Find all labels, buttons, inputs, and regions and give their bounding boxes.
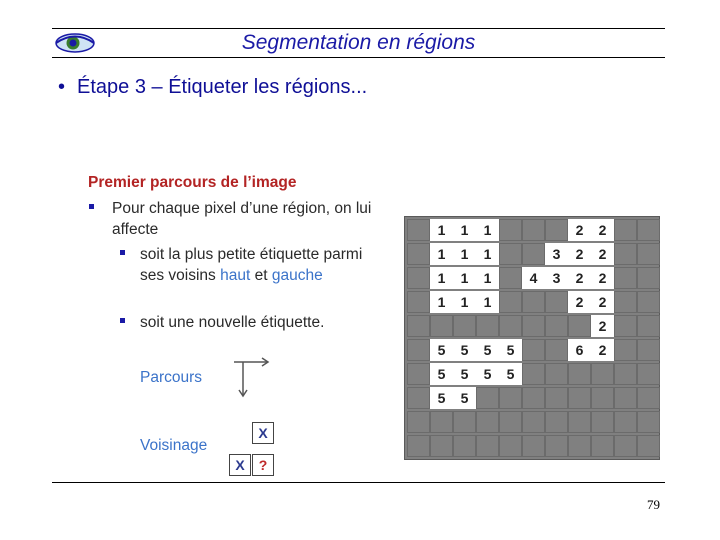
grid-cell — [499, 315, 522, 337]
grid-cell: 2 — [591, 339, 614, 361]
grid-cell — [614, 267, 637, 289]
grid-cell — [614, 339, 637, 361]
rule-subitem-new-label: soit une nouvelle étiquette. — [140, 314, 325, 331]
grid-cell: 3 — [545, 243, 568, 265]
grid-cell — [637, 387, 660, 409]
rule-item: Pour chaque pixel d’une région, on lui affecte — [112, 200, 372, 238]
grid-cell — [591, 411, 614, 433]
grid-cell — [637, 291, 660, 313]
title-rule — [52, 57, 665, 58]
grid-cell — [614, 219, 637, 241]
grid-cell: 1 — [453, 219, 476, 241]
grid-cell — [522, 411, 545, 433]
grid-cell — [453, 315, 476, 337]
grid-cell — [407, 363, 430, 385]
grid-cell: 1 — [453, 243, 476, 265]
grid-cell: 5 — [476, 363, 499, 385]
grid-cell: 2 — [568, 291, 591, 313]
grid-cell — [637, 243, 660, 265]
grid-cell — [545, 435, 568, 457]
grid-cell — [476, 411, 499, 433]
grid-cell — [522, 291, 545, 313]
grid-cell — [499, 291, 522, 313]
grid-cell — [568, 411, 591, 433]
grid-cell — [430, 411, 453, 433]
grid-cell — [499, 219, 522, 241]
square-bullet — [120, 318, 125, 323]
grid-cell: 1 — [476, 243, 499, 265]
grid-cell — [637, 219, 660, 241]
gauche-word: gauche — [271, 267, 323, 284]
grid-cell: 2 — [568, 219, 591, 241]
grid-cell: 5 — [453, 363, 476, 385]
grid-cell: 2 — [591, 219, 614, 241]
grid-cell — [430, 435, 453, 457]
grid-cell — [522, 387, 545, 409]
grid-cell — [453, 411, 476, 433]
grid-cell — [522, 219, 545, 241]
grid-cell — [545, 315, 568, 337]
grid-cell — [614, 435, 637, 457]
grid-cell — [545, 387, 568, 409]
grid-cell: 5 — [499, 363, 522, 385]
square-bullet — [120, 250, 125, 255]
slide-title: Segmentation en régions — [241, 31, 476, 54]
grid-cell — [499, 243, 522, 265]
grid-cell — [637, 435, 660, 457]
panel-heading: Premier parcours de l’image — [88, 174, 297, 191]
grid-cell: 5 — [430, 339, 453, 361]
grid-cell: 2 — [591, 291, 614, 313]
grid-cell — [545, 291, 568, 313]
grid-cell — [591, 387, 614, 409]
grid-cell — [545, 339, 568, 361]
grid-cell — [614, 411, 637, 433]
grid-cell — [499, 387, 522, 409]
grid-cell: 5 — [430, 363, 453, 385]
grid-cell — [499, 267, 522, 289]
grid-cell — [637, 339, 660, 361]
subitem-text: soit la plus petite étiquette parmi ses voisins — [140, 246, 363, 284]
grid-cell: 4 — [522, 267, 545, 289]
grid-cell — [522, 315, 545, 337]
grid-cell: 2 — [591, 315, 614, 337]
grid-cell — [568, 363, 591, 385]
grid-cell: 5 — [453, 387, 476, 409]
current-pixel-cell: ? — [252, 454, 274, 476]
grid-cell: 1 — [476, 267, 499, 289]
bottom-rule — [52, 482, 665, 483]
grid-cell — [407, 291, 430, 313]
grid-cell — [637, 363, 660, 385]
neighbor-top-cell: X — [252, 422, 274, 444]
grid-cell: 2 — [591, 243, 614, 265]
grid-cell — [407, 387, 430, 409]
grid-cell: 3 — [545, 267, 568, 289]
grid-cell — [545, 363, 568, 385]
grid-cell: 5 — [453, 339, 476, 361]
grid-cell — [545, 219, 568, 241]
grid-cell — [568, 315, 591, 337]
grid-cell — [522, 339, 545, 361]
subitem-text: et — [250, 267, 272, 284]
grid-cell — [637, 315, 660, 337]
grid-cell — [499, 411, 522, 433]
grid-cell — [614, 315, 637, 337]
grid-cell — [407, 435, 430, 457]
bullet-dot: • — [58, 76, 66, 98]
grid-cell: 6 — [568, 339, 591, 361]
grid-cell — [407, 243, 430, 265]
square-bullet — [89, 204, 94, 209]
grid-cell: 1 — [430, 291, 453, 313]
grid-cell — [407, 219, 430, 241]
grid-cell — [407, 267, 430, 289]
grid-cell: 1 — [453, 267, 476, 289]
main-bullet — [58, 76, 367, 99]
grid-cell — [522, 363, 545, 385]
grid-cell — [476, 387, 499, 409]
grid-cell — [522, 243, 545, 265]
grid-cell: 2 — [568, 267, 591, 289]
grid-cell — [407, 339, 430, 361]
grid-cell: 2 — [591, 267, 614, 289]
grid-cell — [637, 267, 660, 289]
grid-cell — [614, 387, 637, 409]
grid-cell: 1 — [430, 243, 453, 265]
rule-subitem-min-label — [140, 244, 370, 286]
voisinage-label: Voisinage — [140, 437, 208, 454]
grid-cell — [591, 435, 614, 457]
grid-cell — [591, 363, 614, 385]
grid-cell: 1 — [476, 291, 499, 313]
neighbor-left-cell: X — [229, 454, 251, 476]
grid-cell — [614, 363, 637, 385]
grid-cell — [453, 435, 476, 457]
grid-cell — [568, 435, 591, 457]
grid-cell — [476, 315, 499, 337]
haut-word: haut — [220, 267, 251, 284]
grid-cell — [430, 315, 453, 337]
grid-cell — [522, 435, 545, 457]
page-number: 79 — [647, 497, 660, 512]
scan-direction-arrows-icon — [228, 356, 274, 402]
grid-cell: 2 — [568, 243, 591, 265]
parcours-label: Parcours — [140, 369, 203, 386]
grid-cell — [568, 387, 591, 409]
grid-cell — [407, 315, 430, 337]
grid-cell: 1 — [430, 267, 453, 289]
grid-cell: 5 — [476, 339, 499, 361]
grid-cell: 1 — [476, 219, 499, 241]
label-grid — [404, 216, 660, 460]
grid-cell — [499, 435, 522, 457]
grid-cell — [545, 411, 568, 433]
grid-cell: 1 — [430, 219, 453, 241]
grid-cell — [476, 435, 499, 457]
grid-cell — [614, 291, 637, 313]
grid-cell: 5 — [430, 387, 453, 409]
grid-cell — [407, 411, 430, 433]
grid-cell: 1 — [453, 291, 476, 313]
grid-cell: 5 — [499, 339, 522, 361]
main-bullet-text: Étape 3 – Étiqueter les régions... — [77, 76, 368, 98]
grid-cell — [637, 411, 660, 433]
grid-cell — [614, 243, 637, 265]
top-rule — [52, 28, 665, 29]
